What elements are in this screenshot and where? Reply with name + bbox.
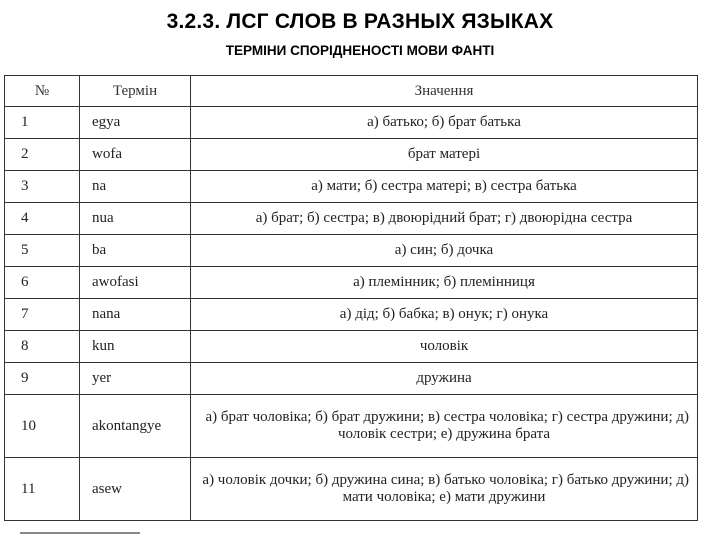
row-number: 5 [5,235,80,267]
meaning-line: а) мати; б) сестра матері; в) сестра батька [311,178,577,194]
header-num: № [5,76,80,107]
meaning-line: а) батько; б) брат батька [367,114,521,130]
table-row [5,107,698,139]
row-meaning [191,107,698,139]
row-meaning [191,171,698,203]
row-term: ba [80,235,191,267]
row-number: 8 [5,331,80,363]
table-row [5,299,698,331]
table-body [5,107,698,521]
row-number: 1 [5,107,80,139]
row-number: 9 [5,363,80,395]
row-number: 11 [5,458,80,521]
row-number: 10 [5,395,80,458]
row-term: wofa [80,139,191,171]
row-meaning [191,267,698,299]
meaning-line: а) брат чоловіка; б) брат дружини; в) сестра чоловіка; г) сестра дружини; д) [205,409,689,425]
row-meaning [191,299,698,331]
row-number: 4 [5,203,80,235]
table-row [5,171,698,203]
meaning-line: чоловік [419,338,469,354]
table-row [5,235,698,267]
meaning-line: чоловік сестри; е) дружина брата [337,426,551,442]
row-term: awofasi [80,267,191,299]
table-row [5,139,698,171]
footer-divider [20,532,140,534]
row-meaning [191,139,698,171]
table-row [5,363,698,395]
row-term: na [80,171,191,203]
meaning-line: а) племінник; б) племінниця [353,274,535,290]
row-number: 3 [5,171,80,203]
slide-subtitle: ТЕРМІНИ СПОРІДНЕНОСТІ МОВИ ФАНТІ [225,43,495,58]
row-number: 2 [5,139,80,171]
meaning-line: а) син; б) дочка [394,242,494,258]
meaning-line: дружина [416,370,472,386]
meaning-line: мати чоловіка; е) мати дружини [342,489,546,505]
table-row [5,331,698,363]
row-meaning [191,235,698,267]
row-meaning [191,331,698,363]
row-meaning [191,203,698,235]
table-row [5,203,698,235]
row-meaning [191,363,698,395]
meaning-line: брат матері [407,146,481,162]
row-term: kun [80,331,191,363]
row-term: yer [80,363,191,395]
row-term: nua [80,203,191,235]
table-header-row [5,76,698,107]
table-row [5,458,698,521]
row-number: 7 [5,299,80,331]
row-meaning [191,395,698,458]
slide-title: 3.2.3. ЛСГ СЛОВ В РАЗНЫХ ЯЗЫКАХ [166,10,554,33]
row-term: nana [80,299,191,331]
meaning-line: а) брат; б) сестра; в) двоюрідний брат; г) двоюрідна сестра [255,210,633,226]
row-number: 6 [5,267,80,299]
meaning-line: а) дід; б) бабка; в) онук; г) онука [339,306,549,322]
meaning-line: а) чоловік дочки; б) дружина сина; в) батько чоловіка; г) батько дружини; д) [202,472,689,488]
header-meaning: Значення [191,76,698,107]
table-row [5,267,698,299]
table-row [5,395,698,458]
header-term: Термін [80,76,191,107]
kinship-terms-table [4,75,698,521]
row-term: asew [80,458,191,521]
row-meaning [191,458,698,521]
row-term: egya [80,107,191,139]
row-term: akontangye [80,395,191,458]
